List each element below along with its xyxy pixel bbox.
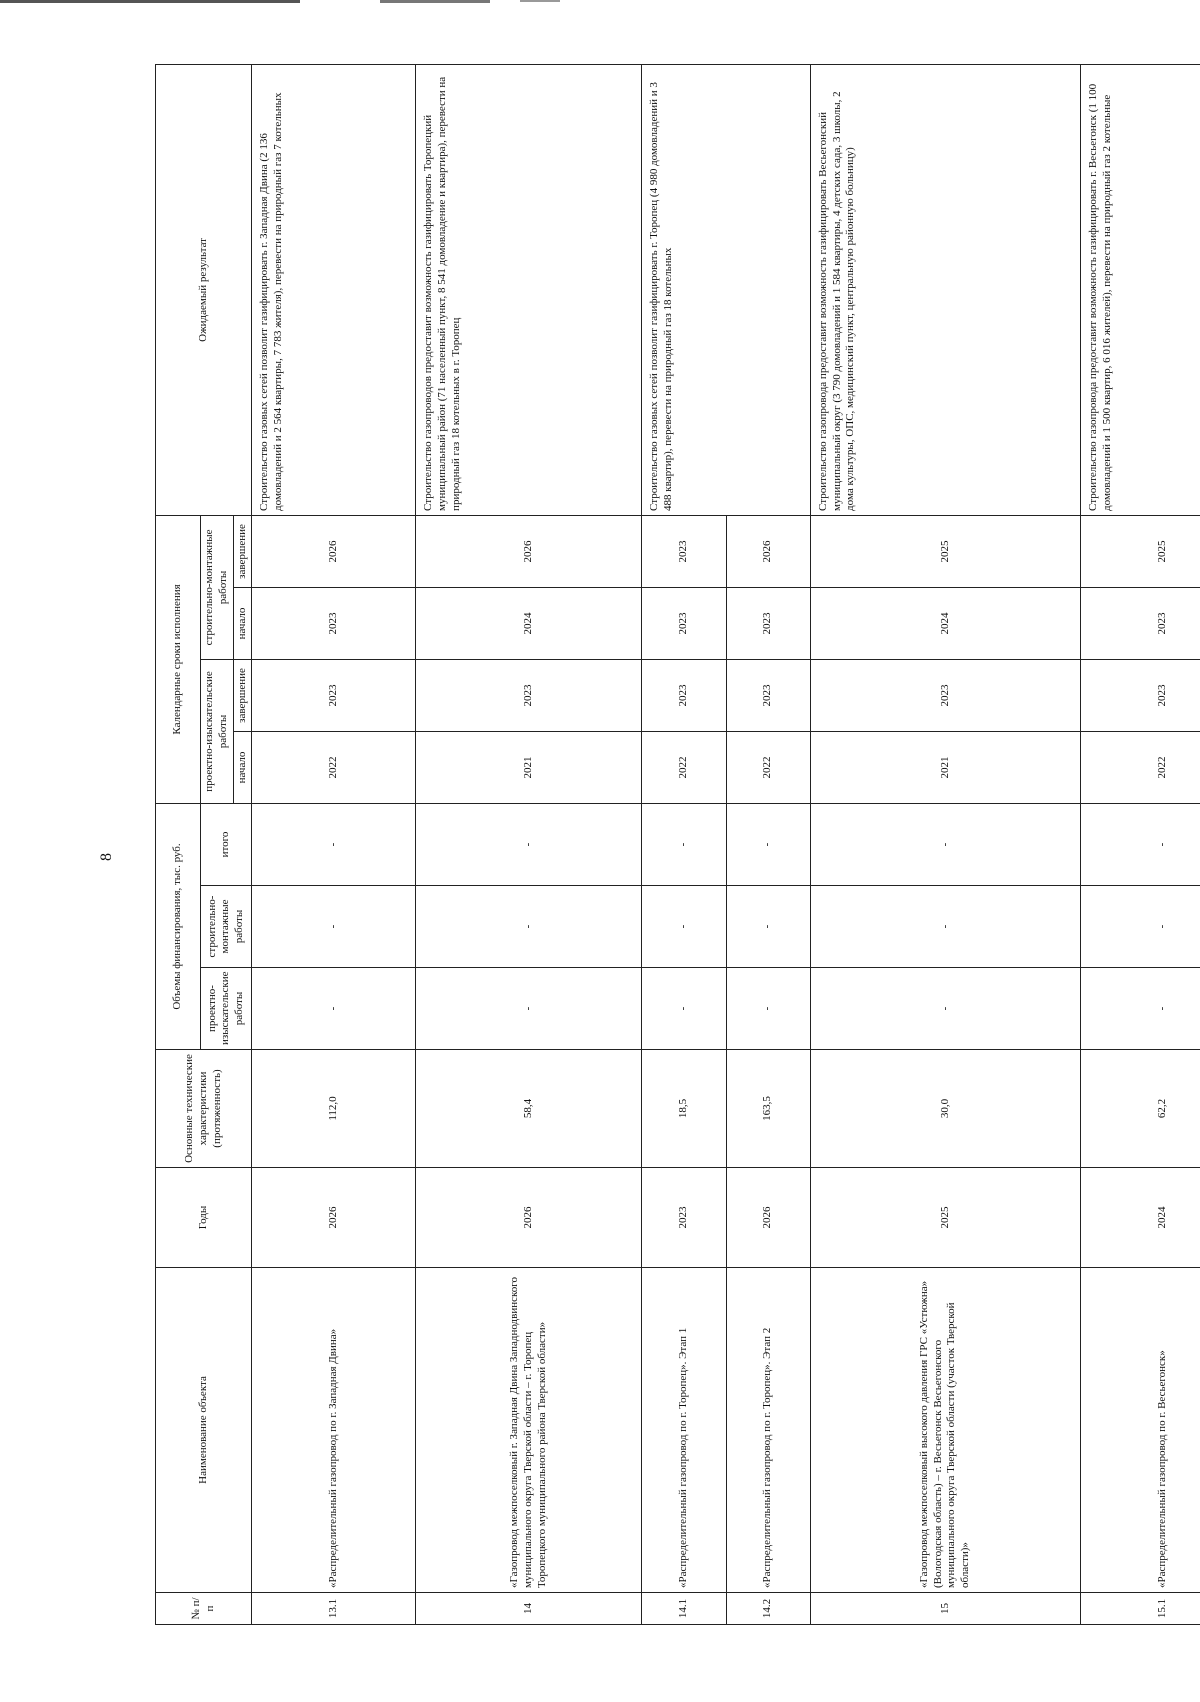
header-num: № п/п [156, 1593, 252, 1625]
row-fin-total: - [642, 803, 726, 885]
row-construction-start: 2023 [252, 587, 416, 659]
row-design-start: 2022 [252, 731, 416, 803]
row-fin-construction: - [642, 886, 726, 968]
row-design-start: 2022 [1080, 731, 1200, 803]
row-construction-start: 2023 [726, 587, 810, 659]
row-fin-total: - [726, 803, 810, 885]
row-fin-construction: - [810, 886, 1080, 968]
row-construction-start: 2023 [1080, 587, 1200, 659]
header-construction-end: завершение [233, 515, 252, 587]
row-name: «Газопровод межпоселковый высокого давления ГРС «Устюжна» (Вологодская область) – г. Весьегонск Весьегонского муниципального округа Тверской области (участок Тверской области)» [810, 1268, 1080, 1593]
rotated-page [155, 65, 1200, 1625]
row-fin-design: - [1080, 968, 1200, 1050]
row-tech: 163,5 [726, 1050, 810, 1168]
row-design-start: 2022 [642, 731, 726, 803]
row-name: «Газопровод межпоселковый г. Западная Двина Западнодвинского муниципального округа Тверской области – г. Торопец Торопецкого муниципального района Тверской области» [416, 1268, 642, 1593]
row-result: Строительство газопровода предоставит возможность газифицировать г. Весьегонск (1 100 домовладений и 1 500 квартир, 6 016 жителей), перевести на природный газ 2 котельные [1080, 64, 1200, 515]
row-fin-construction: - [252, 886, 416, 968]
header-fin-total: итого [201, 803, 252, 885]
row-result: Строительство газопроводов предоставит возможность газифицировать Торопецкий муниципальный район (71 населенный пункт, 8 541 домовладение и квартира), перевести на природный газ 18 котельных в г. Торопец [416, 64, 642, 515]
row-construction-end: 2026 [726, 515, 810, 587]
page-number: 8 [98, 853, 115, 861]
row-design-end: 2023 [1080, 659, 1200, 731]
row-num: 14.2 [726, 1593, 810, 1625]
row-result: Строительство газовых сетей позволит газифицировать г. Западная Двина (2 136 домовладений и 2 564 квартиры, 7 783 жителя), перевести на природный газ 7 котельных [252, 64, 416, 515]
header-financing: Объемы финансирования, тыс. руб. [156, 803, 201, 1049]
table-row [810, 64, 1080, 1624]
row-design-end: 2023 [252, 659, 416, 731]
row-name: «Распределительный газопровод по г. Торопец». Этап 1 [642, 1268, 726, 1593]
row-tech: 18,5 [642, 1050, 726, 1168]
row-fin-total: - [416, 803, 642, 885]
row-fin-design: - [642, 968, 726, 1050]
row-construction-start: 2023 [642, 587, 726, 659]
row-fin-total: - [252, 803, 416, 885]
row-design-end: 2023 [810, 659, 1080, 731]
row-years: 2026 [726, 1168, 810, 1268]
row-fin-design: - [416, 968, 642, 1050]
header-sched-design: проектно-изыскательские работы [201, 659, 234, 803]
header-design-start: начало [233, 731, 252, 803]
header-tech: Основные технические характеристики (протяженность) [156, 1050, 252, 1168]
row-tech: 112,0 [252, 1050, 416, 1168]
row-construction-end: 2025 [1080, 515, 1200, 587]
row-years: 2026 [252, 1168, 416, 1268]
row-fin-construction: - [416, 886, 642, 968]
row-name: «Распределительный газопровод по г. Торопец». Этап 2 [726, 1268, 810, 1593]
row-fin-construction: - [1080, 886, 1200, 968]
row-design-start: 2022 [726, 731, 810, 803]
row-construction-end: 2026 [416, 515, 642, 587]
row-years: 2024 [1080, 1168, 1200, 1268]
row-name: «Распределительный газопровод по г. Западная Двина» [252, 1268, 416, 1593]
row-design-end: 2023 [642, 659, 726, 731]
row-fin-design: - [252, 968, 416, 1050]
header-schedule: Календарные сроки исполнения [156, 515, 201, 803]
header-fin-design: проектно-изыскательские работы [201, 968, 252, 1050]
row-design-start: 2021 [416, 731, 642, 803]
header-name: Наименование объекта [156, 1268, 252, 1593]
row-fin-construction: - [726, 886, 810, 968]
row-result: Строительство газопровода предоставит возможность газифицировать Весьегонский муниципальный округ (3 790 домовладений и 1 584 квартиры, 4 детских сада, 3 школы, 2 дома культуры, ОПС, медицинский пункт, центральную районную больницу) [810, 64, 1080, 515]
row-fin-design: - [810, 968, 1080, 1050]
row-result: Строительство газовых сетей позволит газифицировать г. Торопец (4 980 домовладений и 3 488 квартир), перевести на природный газ 18 котельных [642, 64, 811, 515]
row-fin-total: - [810, 803, 1080, 885]
row-years: 2026 [416, 1168, 642, 1268]
row-num: 14.1 [642, 1593, 726, 1625]
row-years: 2025 [810, 1168, 1080, 1268]
row-design-end: 2023 [416, 659, 642, 731]
row-construction-end: 2026 [252, 515, 416, 587]
row-design-start: 2021 [810, 731, 1080, 803]
row-num: 13.1 [252, 1593, 416, 1625]
row-num: 15 [810, 1593, 1080, 1625]
row-construction-start: 2024 [810, 587, 1080, 659]
header-fin-construction: строительно-монтажные работы [201, 886, 252, 968]
table-row [252, 64, 416, 1624]
row-years: 2023 [642, 1168, 726, 1268]
table-row [416, 64, 642, 1624]
header-design-end: завершение [233, 659, 252, 731]
row-num: 14 [416, 1593, 642, 1625]
table-row [1080, 64, 1200, 1624]
row-construction-end: 2025 [810, 515, 1080, 587]
row-design-end: 2023 [726, 659, 810, 731]
table-row [642, 64, 726, 1624]
row-construction-start: 2024 [416, 587, 642, 659]
scan-top-marks [0, 0, 1200, 10]
header-construction-start: начало [233, 587, 252, 659]
row-construction-end: 2023 [642, 515, 726, 587]
row-tech: 30,0 [810, 1050, 1080, 1168]
row-fin-total: - [1080, 803, 1200, 885]
row-name: «Распределительный газопровод по г. Весьегонск» [1080, 1268, 1200, 1593]
header-sched-construction: строительно-монтажные работы [201, 515, 234, 659]
row-tech: 62,2 [1080, 1050, 1200, 1168]
row-fin-design: - [726, 968, 810, 1050]
gas-pipeline-table [155, 64, 1200, 1625]
row-num: 15.1 [1080, 1593, 1200, 1625]
header-years: Годы [156, 1168, 252, 1268]
header-result: Ожидаемый результат [156, 64, 252, 515]
row-tech: 58,4 [416, 1050, 642, 1168]
